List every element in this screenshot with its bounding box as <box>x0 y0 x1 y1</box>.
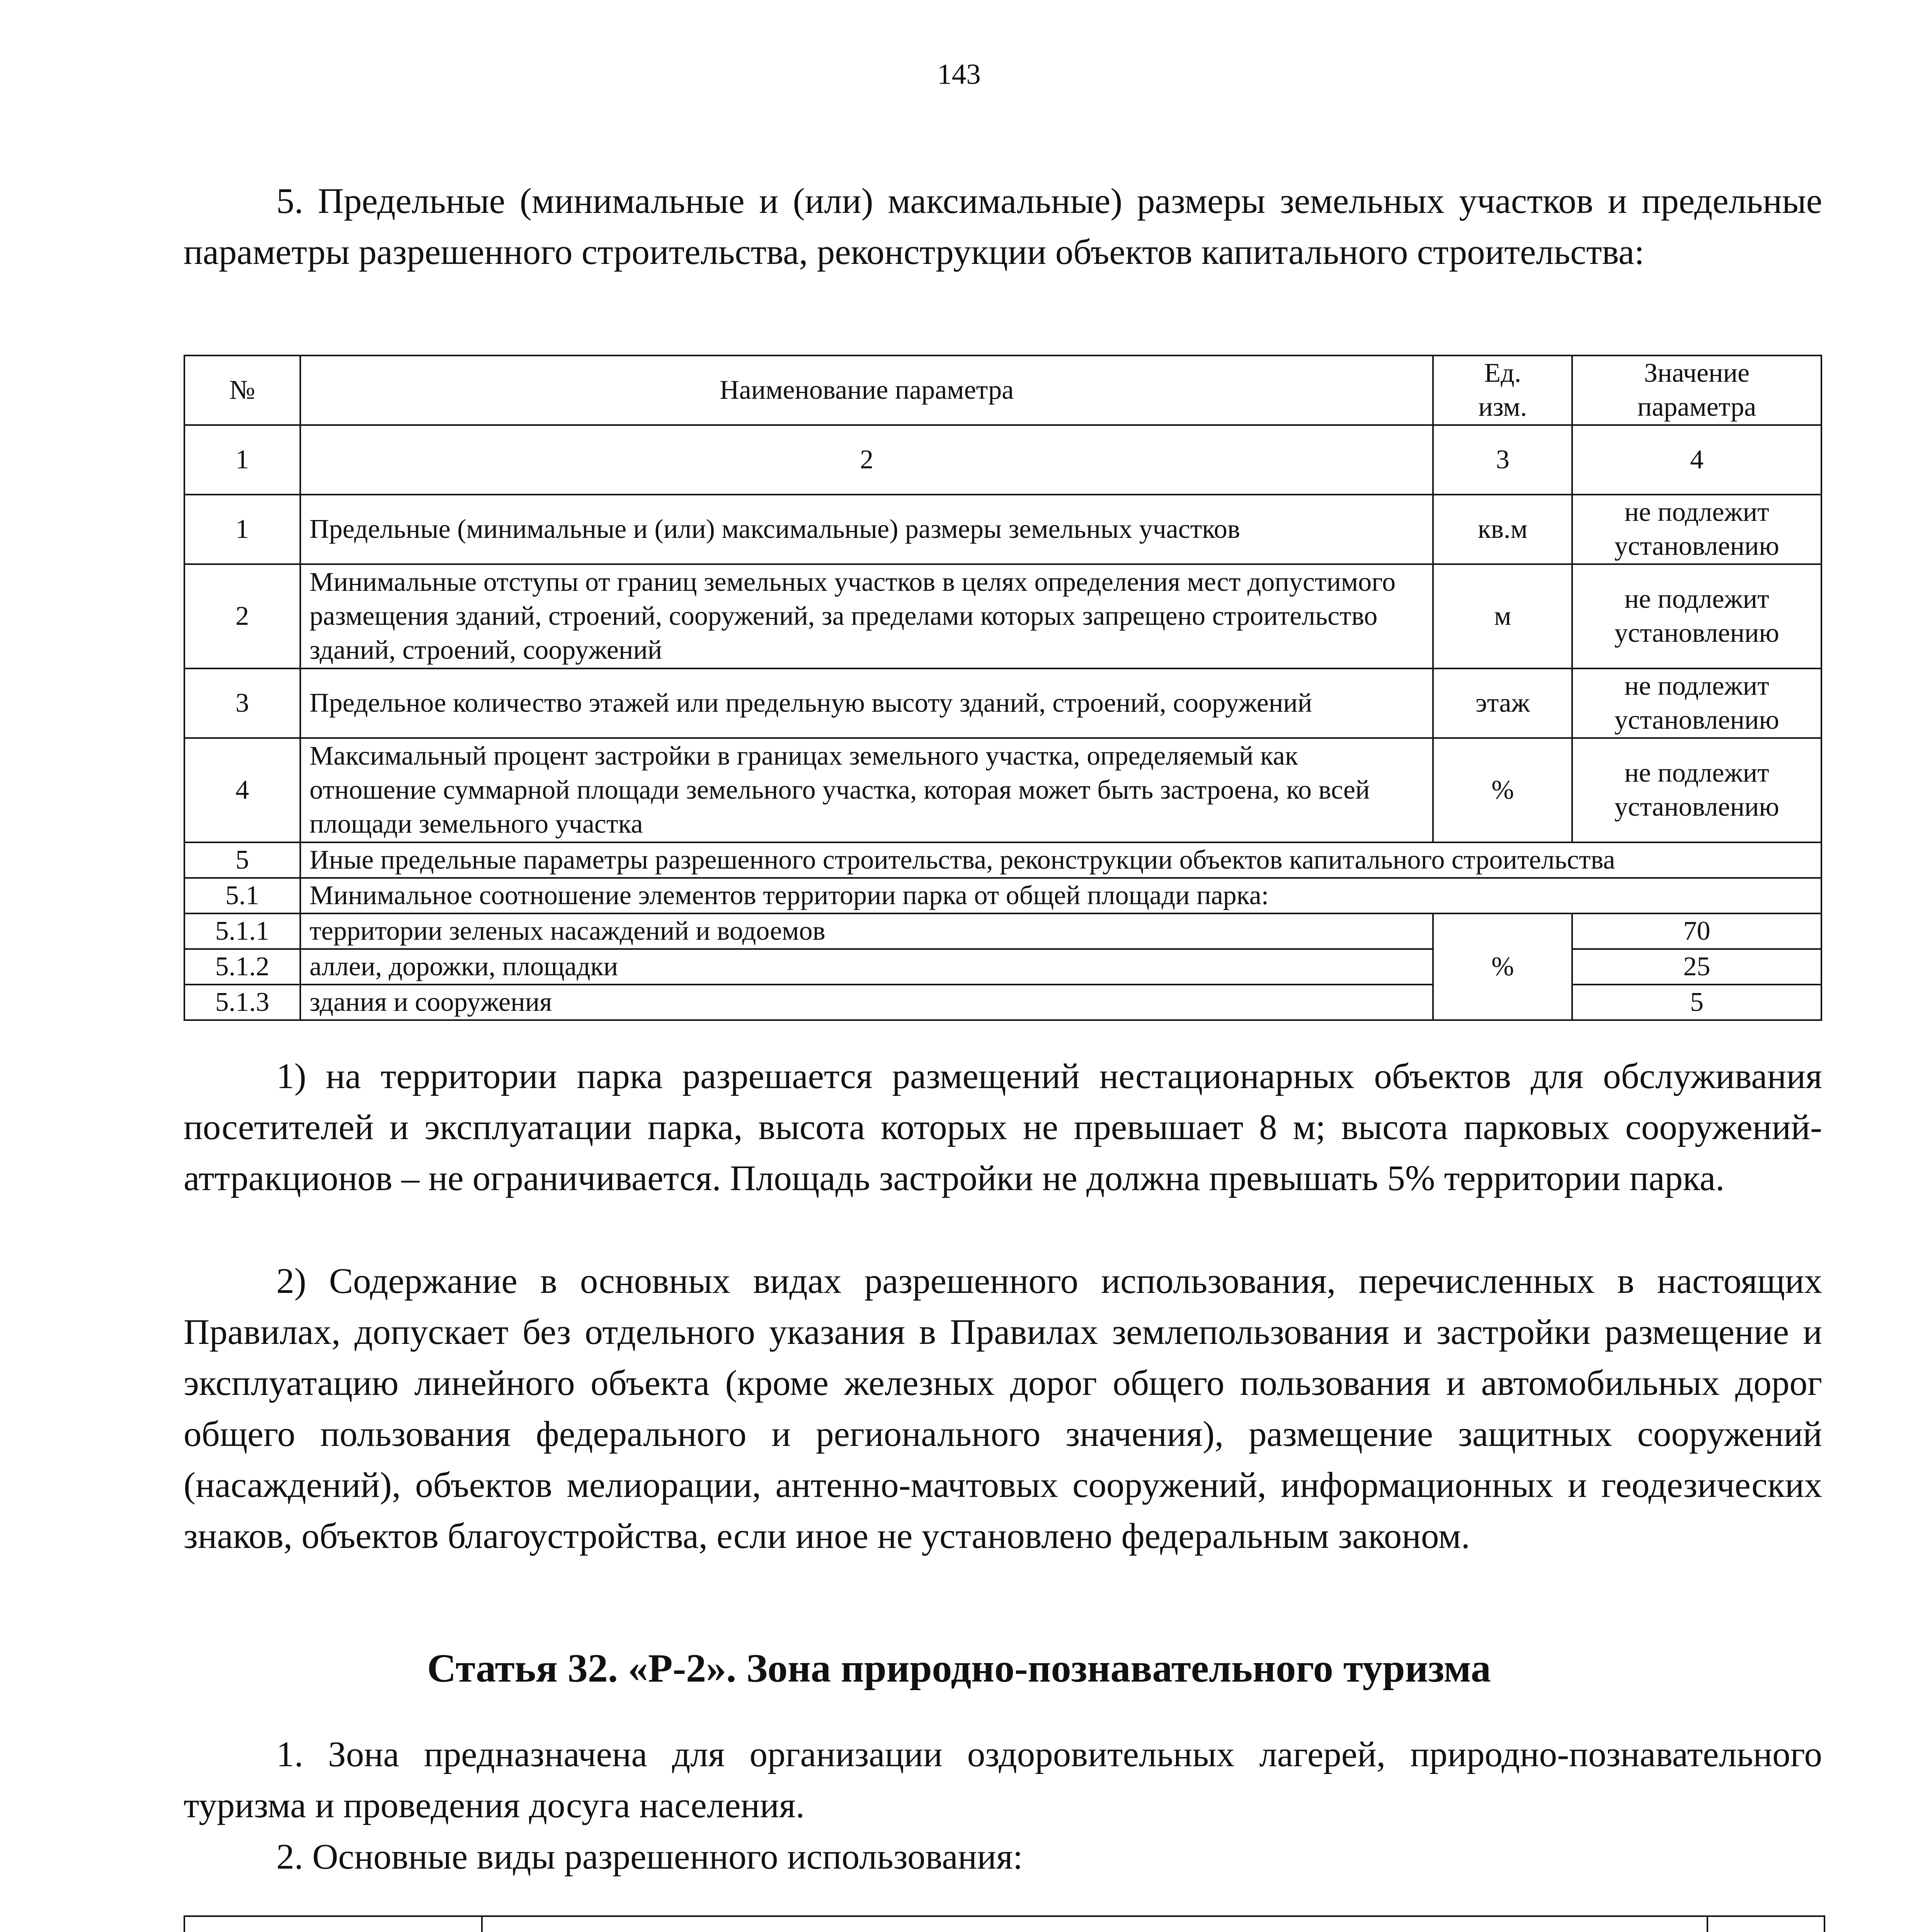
row-name: Минимальное соотношение элементов территории парка от общей площади парка: <box>300 878 1821 913</box>
table-row <box>184 878 1821 913</box>
table-row <box>184 495 1821 564</box>
article-heading: Статья 32. «Р-2». Зона природно-познавательного туризма <box>427 1646 1491 1690</box>
row-name: Предельное количество этажей или предельную высоту зданий, строений, сооружений <box>300 668 1433 738</box>
row-name: Предельные (минимальные и (или) максимальные) размеры земельных участков <box>300 495 1433 564</box>
row-value: не подлежит установлению <box>1572 495 1821 564</box>
row-num: 5.1.1 <box>184 913 300 949</box>
table-row <box>184 842 1821 878</box>
row-name: Иные предельные параметры разрешенного строительства, реконструкции объектов капитального строительства <box>300 842 1821 878</box>
header-unit: Ед. изм. <box>1433 355 1572 425</box>
table-row <box>184 738 1821 842</box>
row-num: 2 <box>184 564 300 668</box>
row-num: 5.1.2 <box>184 949 300 985</box>
row-value: не подлежит установлению <box>1572 564 1821 668</box>
section5-intro: 5. Предельные (минимальные и (или) максимальные) размеры земельных участков и предельные параметры разрешенного строительства, реконструкции объектов капитального строительства: <box>184 181 1822 272</box>
row-name: Минимальные отступы от границ земельных участков в целях определения мест допустимого размещения зданий, строений, сооружений, за пределами которых запрещено строительство зданий, строений, сооружений <box>300 564 1433 668</box>
row-value: не подлежит установлению <box>1572 668 1821 738</box>
note-1: 1) на территории парка разрешается размещений нестационарных объектов для обслуживания посетителей и эксплуатации парка, высота которых не превышает 8 м; высота парковых сооружений-аттракционов – не ограничивается. Площадь застройки не должна превышать 5% территории парка. <box>184 1056 1822 1198</box>
table-row <box>184 913 1821 949</box>
header-description <box>482 1916 1708 1932</box>
col-number: 2 <box>300 425 1433 495</box>
sub-unit: % <box>1433 913 1572 1020</box>
row-name: аллеи, дорожки, площадки <box>300 949 1433 985</box>
col-number: 4 <box>1572 425 1821 495</box>
table-row <box>184 985 1821 1020</box>
row-unit: м <box>1433 564 1572 668</box>
header-code <box>1707 1916 1824 1932</box>
zone-paragraph-2: 2. Основные виды разрешенного использования: <box>276 1837 1023 1877</box>
uses-table <box>184 1915 1825 1932</box>
row-name: территории зеленых насаждений и водоемов <box>300 913 1433 949</box>
col-number: 3 <box>1433 425 1572 495</box>
row-num: 1 <box>184 495 300 564</box>
header-num: № <box>184 355 300 425</box>
row-num: 5.1 <box>184 878 300 913</box>
header-value: Значение параметра <box>1572 355 1821 425</box>
row-unit: этаж <box>1433 668 1572 738</box>
row-unit: % <box>1433 738 1572 842</box>
row-num: 3 <box>184 668 300 738</box>
row-name: Максимальный процент застройки в границах земельного участка, определяемый как отношение суммарной площади земельного участка, которая может быть застроена, ко всей площади земельного участка <box>300 738 1433 842</box>
page-number: 143 <box>937 58 981 90</box>
col-number: 1 <box>184 425 300 495</box>
row-value: 5 <box>1572 985 1821 1020</box>
row-num: 5.1.3 <box>184 985 300 1020</box>
table-header-row <box>184 355 1821 425</box>
row-value: 25 <box>1572 949 1821 985</box>
row-num: 4 <box>184 738 300 842</box>
note-2: 2) Содержание в основных видах разрешенного использования, перечисленных в настоящих Правилах, допускает без отдельного указания в Правилах землепользования и застройки размещение и эксплуатацию линейного объекта (кроме железных дорог общего пользования и автомобильных дорог общего пользования федерального и регионального значения), размещение защитных сооружений (насаждений), объектов мелиорации, антенно-мачтовых сооружений, информационных и геодезических знаков, объектов благоустройства, если иное не установлено федеральным законом. <box>184 1261 1822 1556</box>
table-header-row <box>184 1916 1824 1932</box>
column-number-row <box>184 425 1821 495</box>
table-row <box>184 949 1821 985</box>
header-name: Наименование параметра <box>300 355 1433 425</box>
row-unit: кв.м <box>1433 495 1572 564</box>
params-table <box>184 355 1822 1021</box>
row-value: 70 <box>1572 913 1821 949</box>
table-row <box>184 668 1821 738</box>
row-name: здания и сооружения <box>300 985 1433 1020</box>
zone-paragraph-1: 1. Зона предназначена для организации оздоровительных лагерей, природно-познавательного туризма и проведения досуга населения. <box>184 1735 1822 1825</box>
row-num: 5 <box>184 842 300 878</box>
row-value: не подлежит установлению <box>1572 738 1821 842</box>
header-use-name <box>184 1916 482 1932</box>
table-row <box>184 564 1821 668</box>
